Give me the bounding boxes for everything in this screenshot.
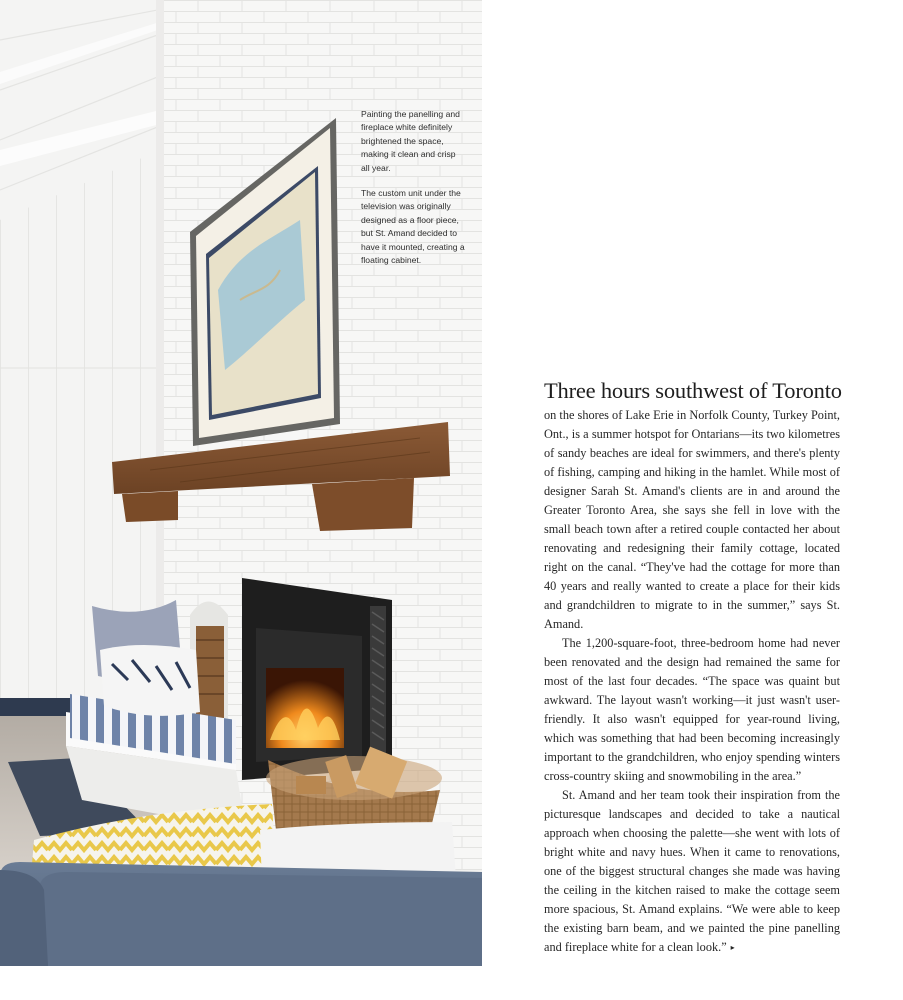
continue-arrow-icon: ▸ (730, 943, 735, 952)
article (544, 376, 840, 957)
article-paragraph: The 1,200-square-foot, three-bedroom home had never been renovated and the design had remained the same for most of the last four decades. “The space was quaint but awkward. The layout wasn't working—it just wasn't user-friendly. It also wasn't equipped for year-round living, which was something that had been becoming increasingly important to the grandchildren, who enjoy spending winters cross-country skiing and snowmobiling in the area.” (544, 636, 840, 783)
caption-paragraph: Painting the panelling and fireplace white definitely brightened the space, making it clean and crisp all year. (361, 109, 460, 173)
caption-paragraph: The custom unit under the television was originally designed as a floor piece, but St. Amand decided to have it mounted, creating a floating cabinet. (361, 188, 465, 266)
article-paragraph: on the shores of Lake Erie in Norfolk County, Turkey Point, Ont., is a summer hotspot for Ontarians—its two kilometres of sandy beaches are ideal for swimmers, and there's plenty of fishing, camping and hiking in the hamlet. While most of designer Sarah St. Amand's clients are in and around the Greater Toronto Area, she says she fell in love with the small beach town after a retired couple contacted her about renovating and redesigning their family cottage, located right on the canal. “They've had the cottage for more than 40 years and really wanted to create a place for their kids and grandchildren to migrate to in the summer,” says St. Amand. (544, 408, 840, 631)
article-paragraph (544, 786, 840, 957)
article-paragraph-text: St. Amand and her team took their inspiration from the picturesque landscapes and decided to take a nautical approach when choosing the palette—she went with lots of bright white and navy hues. When it came to renovations, one of the biggest structural changes she made was having the ceiling in the kitchen raised to make the cottage seem more spacious, St. Amand explains. “We were able to keep the existing barn beam, and we painted the pine panelling and fireplace white for a clean look.” (544, 788, 840, 954)
article-body (544, 406, 840, 957)
article-headline: Three hours southwest of Toronto (544, 378, 842, 403)
photo-caption (361, 108, 465, 279)
